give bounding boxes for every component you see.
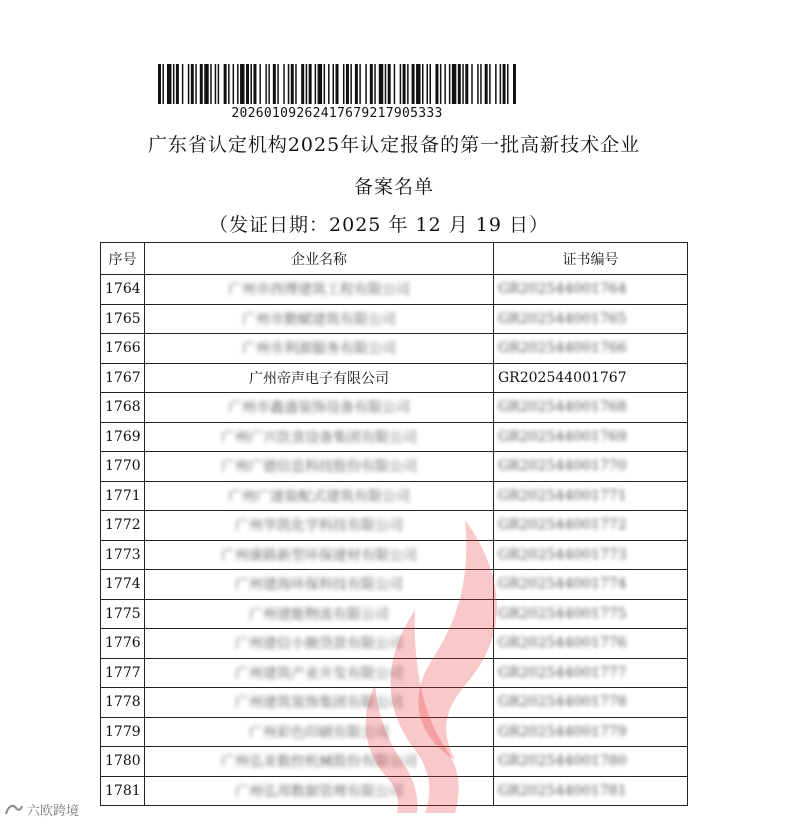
cert-number-text: GR202544001778: [498, 694, 627, 711]
cert-number-text: GR202544001769: [498, 428, 627, 445]
row-cert-number: [494, 570, 688, 600]
row-company-name: [145, 422, 494, 452]
company-name-text: 广州弘亚数控机械股份有限公司: [221, 754, 417, 771]
company-name-text: 广州广德信息科技股份有限公司: [221, 459, 417, 476]
row-cert-number: [494, 452, 688, 482]
barcode-bar: [471, 64, 472, 104]
cert-number-text: GR202544001775: [498, 605, 627, 622]
barcode-bar: [306, 64, 307, 104]
barcode-bar: [268, 64, 269, 104]
row-company-name: [145, 304, 494, 334]
row-seq: 1773: [101, 540, 145, 570]
barcode-image: [158, 64, 516, 104]
barcode-bar: [495, 64, 496, 104]
barcode-bar: [452, 64, 456, 104]
company-name-text: 广州彩色印刷有限公司: [249, 724, 389, 741]
row-company-name: [145, 629, 494, 659]
barcode-bar: [462, 64, 463, 104]
barcode-bar: [191, 64, 194, 104]
barcode-bar: [435, 64, 438, 104]
row-cert-number: [494, 658, 688, 688]
row-seq: 1781: [101, 776, 145, 806]
company-name-text: 广州康路新型环保建材有限公司: [221, 547, 417, 564]
barcode-bar: [224, 64, 227, 104]
barcode-bar: [333, 64, 334, 104]
header-cert-number: 证书编号: [494, 243, 688, 275]
company-name-text: 广州市勤赋建筑有限公司: [242, 311, 396, 328]
row-company-name: [145, 393, 494, 423]
table-row: [101, 452, 688, 482]
row-company-name: [145, 599, 494, 629]
barcode-bar: [449, 64, 450, 104]
barcode-bar: [259, 64, 260, 104]
barcode-bar: [416, 64, 420, 104]
barcode-bar: [444, 64, 445, 104]
table-row: [101, 422, 688, 452]
table-row: [101, 275, 688, 305]
table-row: [101, 629, 688, 659]
company-name-text: 广州建海环保科技有限公司: [235, 577, 403, 594]
barcode-bar: [167, 64, 171, 104]
barcode-bar: [412, 64, 415, 104]
cert-number-text: GR202544001770: [498, 458, 627, 475]
barcode-bar: [365, 64, 366, 104]
barcode-number: 20260109262417679217905333: [231, 106, 443, 121]
row-company-name: [145, 688, 494, 718]
barcode-bar: [400, 64, 401, 104]
row-cert-number: [494, 275, 688, 305]
row-seq: 1766: [101, 334, 145, 364]
barcode-bar: [379, 64, 383, 104]
barcode-bar: [215, 64, 216, 104]
enterprise-table: [100, 242, 688, 806]
document-title: 广东省认定机构2025年认定报备的第一批高新技术企业: [147, 134, 641, 156]
table-row: [101, 599, 688, 629]
barcode-bar: [253, 64, 256, 104]
barcode-bar: [336, 64, 339, 104]
barcode-bar: [265, 64, 266, 104]
barcode-bar: [288, 64, 289, 104]
header-seq: 序号: [101, 243, 145, 275]
row-cert-number: [494, 422, 688, 452]
table-header-row: [101, 243, 688, 275]
table-row: [101, 334, 688, 364]
barcode-bar: [237, 64, 238, 104]
barcode-bar: [173, 64, 174, 104]
barcode-bar: [394, 64, 395, 104]
barcode-bar: [315, 64, 316, 104]
cert-number-text: GR202544001776: [498, 635, 627, 652]
barcode-bar: [188, 64, 189, 104]
barcode-bar: [407, 64, 408, 104]
barcode-bar: [291, 64, 294, 104]
row-company-name: [145, 658, 494, 688]
row-cert-number: [494, 363, 688, 393]
barcode-bar: [182, 64, 183, 104]
row-seq: 1779: [101, 717, 145, 747]
cert-number-text: GR202544001774: [498, 576, 627, 593]
footer-label: 六欧跨境: [27, 804, 80, 819]
row-seq: 1767: [101, 363, 145, 393]
cert-number-text: GR202544001779: [498, 723, 627, 740]
row-seq: 1780: [101, 747, 145, 777]
barcode-bar: [324, 64, 325, 104]
barcode-bar: [204, 64, 208, 104]
row-seq: 1778: [101, 688, 145, 718]
barcode-bar: [489, 64, 490, 104]
row-seq: 1769: [101, 422, 145, 452]
row-company-name: [145, 511, 494, 541]
barcode-bar: [507, 64, 508, 104]
row-cert-number: [494, 511, 688, 541]
row-company-name: [145, 717, 494, 747]
company-name-text: 广州建信小额贷款有限公司: [235, 636, 403, 653]
barcode-bar: [346, 64, 349, 104]
row-seq: 1776: [101, 629, 145, 659]
table-row: [101, 776, 688, 806]
cert-number-text: GR202544001773: [498, 546, 627, 563]
barcode-bar: [233, 64, 234, 104]
table-row: [101, 570, 688, 600]
cert-number-text: GR202544001771: [498, 487, 627, 504]
barcode-bar: [176, 64, 179, 104]
company-name-text: 广州建筑产业开发有限公司: [235, 665, 403, 682]
barcode-bar: [480, 64, 481, 104]
cert-number-text: GR202544001772: [498, 517, 627, 534]
company-name-text: 广州市西博建筑工程有限公司: [228, 282, 410, 299]
row-cert-number: [494, 393, 688, 423]
barcode-bar: [503, 64, 506, 104]
brand-logo-icon: [4, 802, 24, 818]
row-seq: 1771: [101, 481, 145, 511]
table-row: [101, 511, 688, 541]
barcode-bar: [388, 64, 391, 104]
barcode-bar: [485, 64, 488, 104]
barcode-bar: [301, 64, 304, 104]
row-company-name: [145, 275, 494, 305]
company-name-text: 广州建筑装饰集团有限公司: [235, 695, 403, 712]
table-row: [101, 481, 688, 511]
company-name-text: 广州市鑫盛装饰设备有限公司: [228, 400, 410, 417]
row-seq: 1768: [101, 393, 145, 423]
row-seq: 1764: [101, 275, 145, 305]
barcode-bar: [500, 64, 501, 104]
footer-watermark: [4, 800, 79, 819]
barcode-bar: [465, 64, 468, 104]
barcode-bar: [403, 64, 406, 104]
barcode-bar: [422, 64, 423, 104]
row-company-name: [145, 570, 494, 600]
barcode-bar: [350, 64, 351, 104]
row-cert-number: [494, 747, 688, 777]
row-cert-number: [494, 717, 688, 747]
barcode-bar: [228, 64, 229, 104]
row-seq: 1775: [101, 599, 145, 629]
cert-number-text: GR202544001780: [498, 753, 627, 770]
cert-number-text: GR202544001766: [498, 340, 627, 357]
barcode-bar: [328, 64, 329, 104]
document-subtitle: 备案名单: [353, 176, 434, 198]
barcode-bar: [374, 64, 375, 104]
table-row: [101, 688, 688, 718]
row-cert-number: [494, 304, 688, 334]
barcode-bar: [440, 64, 441, 104]
barcode-bar: [162, 64, 163, 104]
barcode-bar: [240, 64, 244, 104]
row-cert-number: [494, 334, 688, 364]
barcode-bar: [385, 64, 386, 104]
barcode-bar: [343, 64, 344, 104]
barcode-bar: [458, 64, 461, 104]
company-name-text: 广州帝声电子有限公司: [249, 370, 389, 387]
row-company-name: [145, 776, 494, 806]
row-seq: 1774: [101, 570, 145, 600]
barcode-bar: [218, 64, 219, 104]
table-row: [101, 747, 688, 777]
header-company-name: 企业名称: [145, 243, 494, 275]
barcode-bar: [210, 64, 211, 104]
cert-number-text: GR202544001777: [498, 664, 627, 681]
barcode-bar: [429, 64, 430, 104]
row-seq: 1777: [101, 658, 145, 688]
row-cert-number: [494, 540, 688, 570]
barcode-bar: [246, 64, 249, 104]
company-name-text: 广州华凯化学科技有限公司: [235, 518, 403, 535]
cert-number-text: GR202544001764: [498, 281, 627, 298]
row-cert-number: [494, 481, 688, 511]
row-company-name: [145, 334, 494, 364]
row-cert-number: [494, 599, 688, 629]
barcode-bar: [477, 64, 478, 104]
row-cert-number: [494, 629, 688, 659]
cert-number-text: GR202544001767: [498, 369, 627, 386]
row-seq: 1770: [101, 452, 145, 482]
row-cert-number: [494, 776, 688, 806]
table-row: [101, 717, 688, 747]
barcode-bar: [427, 64, 428, 104]
company-name-text: 广州广兴饮食设备集团有限公司: [221, 429, 417, 446]
row-company-name: [145, 452, 494, 482]
row-seq: 1772: [101, 511, 145, 541]
barcode-bar: [195, 64, 196, 104]
barcode-bar: [200, 64, 203, 104]
row-seq: 1765: [101, 304, 145, 334]
barcode-bar: [250, 64, 251, 104]
table-row: [101, 393, 688, 423]
barcode-bar: [295, 64, 296, 104]
barcode-bar: [355, 64, 358, 104]
cert-number-text: GR202544001765: [498, 310, 627, 327]
barcode-bar: [283, 64, 284, 104]
row-company-name: [145, 481, 494, 511]
company-name-text: 广州建能物流有限公司: [249, 606, 389, 623]
table-row: [101, 658, 688, 688]
company-name-text: 广州市利源服务有限公司: [242, 341, 396, 358]
barcode-bar: [370, 64, 373, 104]
barcode-bar: [158, 64, 161, 104]
table-row: [101, 363, 688, 393]
barcode-bar: [309, 64, 312, 104]
barcode-bar: [318, 64, 322, 104]
company-name-text: 广州广速装配式建筑有限公司: [228, 488, 410, 505]
row-company-name: [145, 540, 494, 570]
barcode-bar: [277, 64, 278, 104]
barcode-bar: [359, 64, 360, 104]
row-company-name: [145, 363, 494, 393]
table-row: [101, 540, 688, 570]
table-row: [101, 304, 688, 334]
row-cert-number: [494, 688, 688, 718]
cert-number-text: GR202544001768: [498, 399, 627, 416]
barcode-bar: [273, 64, 276, 104]
cert-number-text: GR202544001781: [498, 782, 627, 799]
issue-date: （发证日期：2025 年 12 月 19 日）: [209, 214, 549, 236]
company-name-text: 广州弘邦数据管理有限公司: [235, 783, 403, 800]
barcode-bar: [513, 64, 516, 104]
row-company-name: [145, 747, 494, 777]
